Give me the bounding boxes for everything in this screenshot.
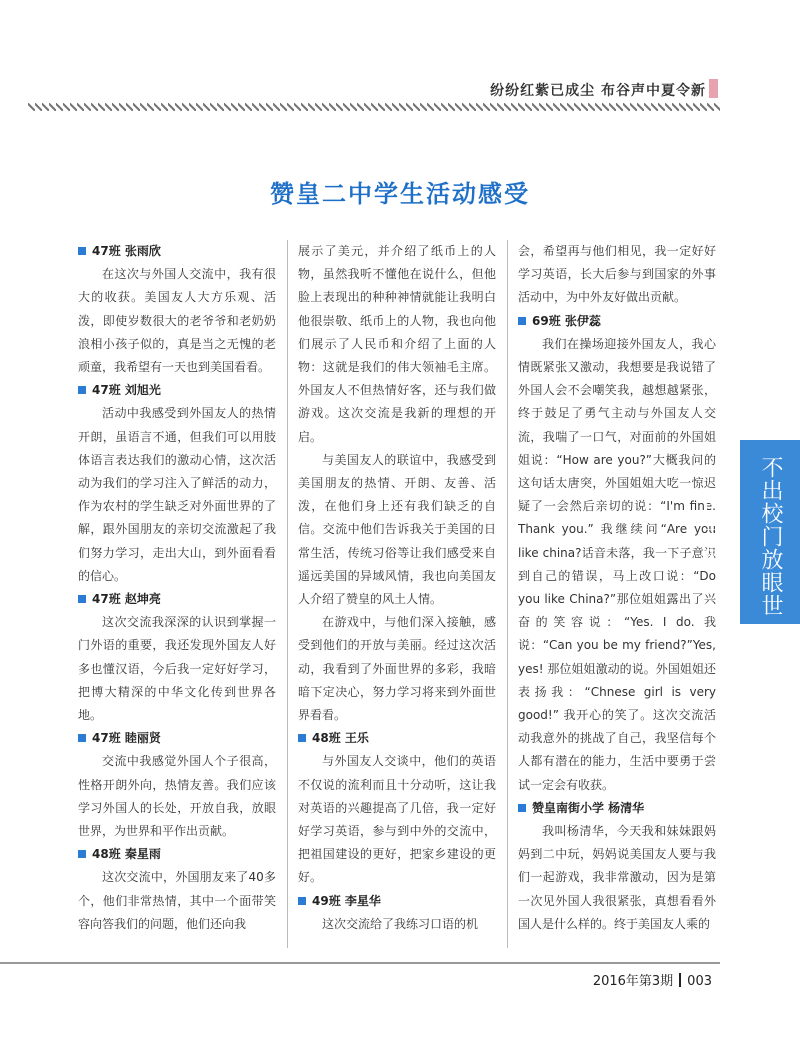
footer-separator [679, 973, 681, 987]
body-paragraph: 我们在操场迎接外国友人，我心情既紧张又激动，我想要是我说错了外国人会不会嘲笑我，越想越紧张，终于鼓足了勇气主动与外国友人交流，我喘了一口气，对面前的外国姐姐说：“How are you?”大概我问的这句话太唐突，外国姐姐大吃一惊迟疑了一会然后亲切的说：“I'm fine. Thank you.” 我继续问“Are you like china?话音未落，我一下子意识到自己的错误，马上改口说：“Do you like China?”那位姐姐露出了兴奋的笑容说：“Yes. I do. 我说：“Can you be my friend?”Yes, yes! 那位姐姐激动的说。外国姐姐还表扬我：“Chnese girl is very good!” 我开心的笑了。这次交流活动我意外的挑战了自己，我坚信每个人都有潜在的能力，生活中要勇于尝试一定会有收获。 [518, 336, 716, 792]
body-paragraph: 这次交流中，外国朋友来了40多个，他们非常热情，其中一个面带笑容向答我们的问题，他们还向我 [78, 870, 276, 931]
column-2 [298, 240, 496, 948]
author-name: 47班 赵坤亮 [92, 592, 161, 607]
body-paragraph: 在游戏中，与他们深入接触，感受到他们的开放与美丽。经过这次活动，我看到了外面世界的多彩，我暗暗下定决心，努力学习将来到外面世界看看。 [298, 615, 496, 723]
header-mark [709, 79, 718, 98]
author-heading [518, 797, 716, 820]
author-heading [518, 310, 716, 333]
article-body [78, 240, 716, 948]
square-bullet-icon [78, 247, 86, 255]
body-paragraph: 活动中我感受到外国友人的热情开朗，虽语言不通，但我们可以用肢体语言表达我们的激动心情，这次活动为我们的学习注入了鲜活的动力，作为农村的学生缺乏对外面世界的了解，跟外国朋友的亲切交流激起了我们努力学习，走出大山，到外面看看的信心。 [78, 406, 276, 583]
page-number: 003 [687, 974, 712, 989]
header-slogan: 纷纷红紫已成尘 布谷声中夏令新 [490, 83, 706, 99]
author-name: 48班 王乐 [312, 731, 369, 746]
column-1 [78, 240, 276, 948]
body-paragraph: 在这次与外国人交流中，我有很大的收获。美国友人大方乐观、活泼，即使岁数很大的老爷爷和老奶奶浪相小孩子似的，真是当之无愧的老顽童，我希望有一天也到美国看看。 [78, 267, 276, 375]
body-paragraph: 展示了美元，并介绍了纸币上的人物，虽然我听不懂他在说什么，但他脸上表现出的种种神情就能让我明白他很崇敬、纸币上的人物，我也向他们展示了人民币和介绍了上面的人物：这就是我们的伟大领袖毛主席。外国友人不但热情好客，还与我们做游戏。这次交流是我新的理想的开启。 [298, 244, 496, 444]
body-paragraph: 与外国友人交谈中，他们的英语不仅说的流利而且十分动听，这让我对英语的兴趣提高了几倍，我一定好好学习英语，参与到中外的交流中，把祖国建设的更好，把家乡建设的更好。 [298, 754, 496, 885]
author-heading [78, 727, 276, 750]
body-paragraph: 交流中我感觉外国人个子很高，性格开朗外向，热情友善。我们应该学习外国人的长处，开放自我，放眼世界，为世界和平作出贡献。 [78, 754, 276, 839]
decorative-arrow-rule [28, 103, 720, 111]
author-name: 47班 睦丽贤 [92, 731, 161, 746]
author-name: 赞皇南街小学 杨清华 [532, 800, 645, 815]
footer [593, 970, 712, 989]
author-heading [78, 588, 276, 611]
section-side-tab-label: 不出校门放眼世界工程 [698, 455, 783, 617]
author-heading [78, 240, 276, 263]
body-paragraph: 这次交流我深深的认识到掌握一门外语的重要，我还发现外国友人好多也懂汉语，今后我一定好好学习，把博大精深的中华文化传到世界各地。 [78, 615, 276, 723]
square-bullet-icon [518, 317, 526, 325]
author-name: 49班 李星华 [312, 893, 381, 908]
issue-label: 2016年第3期 [592, 974, 674, 989]
square-bullet-icon [78, 386, 86, 394]
author-name: 48班 秦星雨 [92, 847, 161, 862]
square-bullet-icon [78, 734, 86, 742]
column-divider [507, 240, 508, 948]
body-paragraph: 这次交流给了我练习口语的机 [322, 916, 479, 931]
body-paragraph: 我叫杨清华，今天我和妹妹跟妈妈到二中玩，妈妈说美国友人要与我们一起游戏，我非常激动，因为是第一次见外国人我很紧张，真想看看外国人是什么样的。终于美国友人乘的 [518, 824, 716, 931]
author-name: 47班 刘旭光 [92, 383, 161, 398]
article-title: 赞皇二中学生活动感受 [270, 180, 530, 208]
column-3 [518, 240, 716, 948]
author-heading [78, 843, 276, 866]
author-heading [298, 727, 496, 750]
body-paragraph: 与美国友人的联谊中，我感受到美国朋友的热情、开朗、友善、活泼，在他们身上还有我们缺乏的自信。交流中他们告诉我关于美国的日常生活，传统习俗等让我们感受来自遥远美国的异域风情，我也向美国友人介绍了赞皇的风土人情。 [298, 452, 496, 607]
footer-rule [0, 962, 720, 964]
author-heading [78, 379, 276, 402]
square-bullet-icon [78, 595, 86, 603]
author-name: 47班 张雨欣 [92, 244, 161, 258]
section-side-tab [698, 440, 800, 624]
square-bullet-icon [78, 850, 86, 858]
square-bullet-icon [518, 804, 526, 812]
body-paragraph: 会，希望再与他们相见，我一定好好学习英语，长大后参与到国家的外事活动中，为中外友好做出贡献。 [518, 244, 716, 305]
square-bullet-icon [298, 897, 306, 905]
square-bullet-icon [298, 734, 306, 742]
author-heading [298, 890, 496, 913]
author-name: 69班 张伊蕊 [532, 313, 601, 328]
column-divider [287, 240, 288, 948]
